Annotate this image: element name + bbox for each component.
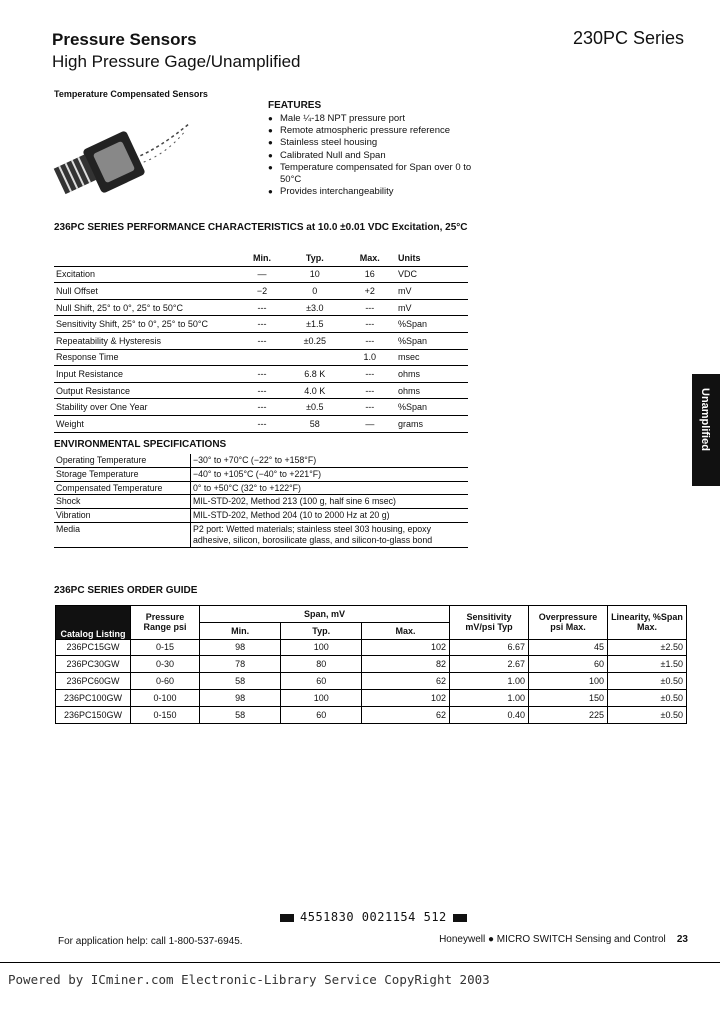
table-cell: --- [238,399,286,416]
table-cell: ohms [396,382,468,399]
table-row [54,316,468,333]
side-tab [692,374,720,486]
table-cell: --- [344,366,396,383]
table-cell: Null Offset [54,283,238,300]
table-cell: 60 [281,706,362,723]
spec-label: Storage Temperature [54,467,191,481]
table-row [54,522,468,547]
table-cell: grams [396,415,468,432]
table-cell: mV [396,283,468,300]
table-row [56,673,687,690]
table-cell: mV [396,299,468,316]
table-cell: 45 [529,639,608,656]
table-cell: 58 [200,706,281,723]
table-cell: ohms [396,366,468,383]
perf-col: Typ. [286,250,344,266]
table-cell: VDC [396,266,468,283]
col-span-max: Max. [362,622,450,639]
table-cell: 1.00 [450,689,529,706]
table-cell: −2 [238,283,286,300]
table-cell: 0-15 [131,639,200,656]
feature-item: ● Provides interchangeability [268,186,473,198]
table-cell: ±0.25 [286,332,344,349]
table-cell: 78 [200,656,281,673]
table-cell: ±0.50 [608,706,687,723]
table-cell: 0.40 [450,706,529,723]
table-cell: msec [396,349,468,366]
table-cell: 6.67 [450,639,529,656]
table-cell: --- [238,299,286,316]
table-cell: 60 [281,673,362,690]
barcode-block [280,914,294,922]
table-row [54,495,468,509]
table-cell: 236PC150GW [56,706,131,723]
table-cell: --- [344,299,396,316]
performance-heading: 236PC SERIES PERFORMANCE CHARACTERISTICS at 10.0 ±0.01 VDC Excitation, 25°C [54,222,468,233]
table-cell: Output Resistance [54,382,238,399]
table-cell: --- [238,332,286,349]
table-row [54,399,468,416]
table-cell: 100 [529,673,608,690]
performance-table [54,250,468,433]
table-cell: 1.00 [450,673,529,690]
table-cell: 58 [286,415,344,432]
divider [0,962,720,963]
table-cell: --- [238,382,286,399]
series-label: 230PC Series [572,28,684,48]
table-row [54,283,468,300]
order-guide-table [55,605,687,724]
col-range: Pressure Range psi [131,606,200,640]
barcode-text: 4551830 0021154 512 [300,910,447,924]
spec-value: 0° to +50°C (32° to +122°F) [191,481,469,495]
feature-item: ● Calibrated Null and Span [268,150,473,162]
table-row [56,706,687,723]
table-cell: 0-100 [131,689,200,706]
table-row [54,481,468,495]
table-cell: 236PC60GW [56,673,131,690]
table-cell: Excitation [54,266,238,283]
side-tab-label: Unamplified [699,388,711,451]
table-cell: Input Resistance [54,366,238,383]
table-cell [286,349,344,366]
table-cell: 82 [362,656,450,673]
feature-item: ● Stainless steel housing [268,137,473,149]
table-row [54,299,468,316]
col-catalog: Catalog Listing [56,606,131,640]
table-row [54,382,468,399]
table-cell: 236PC15GW [56,639,131,656]
photo-caption: Temperature Compensated Sensors [54,89,208,99]
table-cell: Weight [54,415,238,432]
spec-label: Compensated Temperature [54,481,191,495]
table-cell: 60 [529,656,608,673]
table-row [54,454,468,467]
col-sensitivity: Sensitivity mV/psi Typ [450,606,529,640]
table-row [54,366,468,383]
col-overpressure: Overpressure psi Max. [529,606,608,640]
barcode-line [274,910,473,924]
table-cell: %Span [396,316,468,333]
spec-value: P2 port: Wetted materials; stainless steel 303 housing, epoxy adhesive, silicon, borosilicate glass, and silicon-to-glass bond [191,522,469,547]
table-row [54,332,468,349]
table-cell [238,349,286,366]
table-row [54,266,468,283]
spec-label: Shock [54,495,191,509]
table-cell: 80 [281,656,362,673]
col-span-typ: Typ. [281,622,362,639]
table-cell: 58 [200,673,281,690]
table-cell: 0-60 [131,673,200,690]
table-cell: ±3.0 [286,299,344,316]
table-cell: Stability over One Year [54,399,238,416]
table-cell: 62 [362,673,450,690]
table-row [54,415,468,432]
table-cell: 10 [286,266,344,283]
sensor-photo [50,108,200,198]
table-cell: %Span [396,399,468,416]
table-cell: 102 [362,689,450,706]
table-row [54,467,468,481]
col-linearity: Linearity, %Span Max. [608,606,687,640]
table-cell: Repeatability & Hysteresis [54,332,238,349]
table-cell: 0-150 [131,706,200,723]
table-cell: Null Shift, 25° to 0°, 25° to 50°C [54,299,238,316]
powered-by: Powered by ICminer.com Electronic-Library Service CopyRight 2003 [8,972,490,987]
table-cell: 100 [281,639,362,656]
table-row [54,349,468,366]
table-cell: --- [344,399,396,416]
table-cell: %Span [396,332,468,349]
table-cell: ±0.50 [608,689,687,706]
table-cell: --- [344,382,396,399]
table-row [56,639,687,656]
spec-value: −30° to +70°C (−22° to +158°F) [191,454,469,467]
table-cell: --- [344,316,396,333]
perf-col [54,250,238,266]
table-cell: 98 [200,689,281,706]
features-list [268,113,473,198]
table-cell: 100 [281,689,362,706]
table-cell: 150 [529,689,608,706]
table-cell: 98 [200,639,281,656]
feature-item: ● Remote atmospheric pressure reference [268,125,473,137]
table-cell: --- [344,332,396,349]
order-guide-heading: 236PC SERIES ORDER GUIDE [54,585,198,596]
col-span: Span, mV [200,606,450,623]
spec-value: MIL-STD-202, Method 213 (100 g, half sine 6 msec) [191,495,469,509]
table-cell: — [238,266,286,283]
table-cell: 102 [362,639,450,656]
feature-item: ● Male ¼-18 NPT pressure port [268,113,473,125]
table-cell: ±1.5 [286,316,344,333]
table-cell: 6.8 K [286,366,344,383]
spec-value: MIL-STD-202, Method 204 (10 to 2000 Hz at 20 g) [191,509,469,523]
spec-value: −40° to +105°C (−40° to +221°F) [191,467,469,481]
table-cell: 225 [529,706,608,723]
table-cell: 4.0 K [286,382,344,399]
environmental-table [54,454,468,548]
perf-col: Max. [344,250,396,266]
table-row [54,509,468,523]
table-cell: ±0.50 [608,673,687,690]
feature-item: ● Temperature compensated for Span over 0 to 50°C [268,162,473,186]
table-cell: ±0.5 [286,399,344,416]
table-cell: --- [238,366,286,383]
table-row [56,656,687,673]
col-span-min: Min. [200,622,281,639]
environmental-heading: ENVIRONMENTAL SPECIFICATIONS [54,439,227,450]
table-cell: ±2.50 [608,639,687,656]
table-cell: 0-30 [131,656,200,673]
table-row [56,689,687,706]
page-number: 23 [676,934,688,945]
table-cell: 0 [286,283,344,300]
features-heading: FEATURES [268,100,322,111]
spec-label: Media [54,522,191,547]
page-title: Pressure Sensors [52,30,197,49]
table-cell: 16 [344,266,396,283]
table-cell: 236PC100GW [56,689,131,706]
table-cell: ±1.50 [608,656,687,673]
spec-label: Operating Temperature [54,454,191,467]
page-subtitle: High Pressure Gage/Unamplified [52,52,301,71]
barcode-block [453,914,467,922]
table-cell: 2.67 [450,656,529,673]
application-help: For application help: call 1-800-537-6945. [58,936,243,947]
table-cell: Sensitivity Shift, 25° to 0°, 25° to 50°C [54,316,238,333]
table-cell: 236PC30GW [56,656,131,673]
table-cell: — [344,415,396,432]
table-cell: 1.0 [344,349,396,366]
table-cell: 62 [362,706,450,723]
table-cell: --- [238,316,286,333]
table-cell: Response Time [54,349,238,366]
perf-col: Min. [238,250,286,266]
brand-text: Honeywell ● MICRO SWITCH Sensing and Control [439,934,666,945]
perf-col: Units [396,250,468,266]
footer-brand [439,934,688,945]
table-cell: --- [238,415,286,432]
spec-label: Vibration [54,509,191,523]
table-cell: +2 [344,283,396,300]
